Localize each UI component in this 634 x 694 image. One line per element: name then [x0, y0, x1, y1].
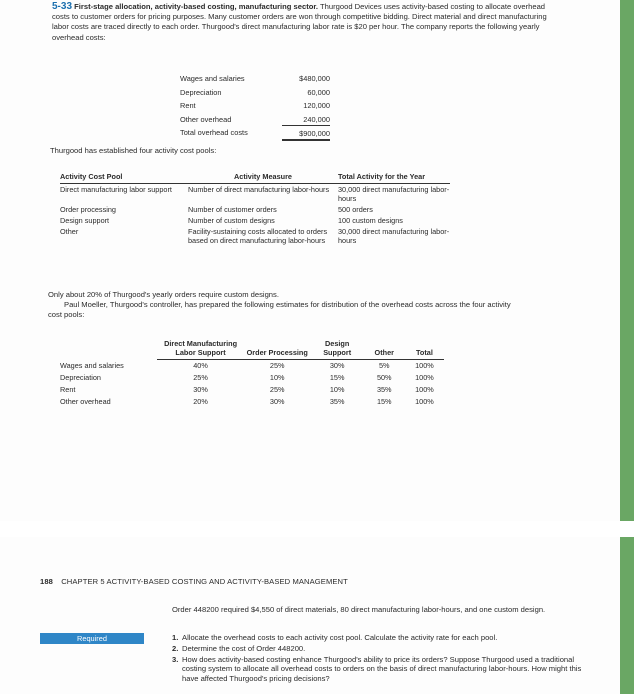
requirements-list [172, 633, 590, 685]
table-row: Direct manufacturing labor support Number of direct manufacturing labor-hours 30,000 direct manufacturing labor-hours [60, 185, 450, 203]
table-row: Design support Number of custom designs 100 custom designs [60, 216, 403, 225]
table-row: Other overhead 20% 30% 35% 15% 100% [60, 397, 434, 406]
required-label: Required [40, 633, 144, 644]
list-item: 1. Allocate the overhead costs to each activity cost pool. Calculate the activity rate for each pool. [172, 633, 498, 642]
cost-total-row: Total overhead costs $900,000 [180, 126, 330, 140]
list-item: 2. Determine the cost of Order 448200. [172, 643, 306, 653]
table-row: Other Facility-sustaining costs allocated to orders based on direct manufacturing labor-hours 30,000 direct manufacturing labor-hours [60, 227, 450, 245]
table-row: Depreciation 25% 10% 15% 50% 100% [60, 373, 434, 382]
problem-body: Thurgood Devices uses activity-based costing to allocate overhead costs to customer orders for pricing purposes. Many customer orders are won through competitive bidding. Direct material and direct manufacturing labor costs are traced directly to each order. Thurgood's direct manufacturing labor rate is $20 per hour. The company reports the following yearly overhead costs: [52, 2, 547, 42]
problem-title: First-stage allocation, activity-based costing, manufacturing sector. [74, 2, 319, 11]
chapter-header [40, 577, 348, 586]
page-gap [0, 521, 634, 537]
distribution-table [60, 338, 444, 408]
chapter-title: CHAPTER 5 ACTIVITY-BASED COSTING AND ACTIVITY-BASED MANAGEMENT [61, 577, 348, 586]
cost-row: Rent 120,000 [180, 101, 330, 111]
table-row: Order processing Number of customer orders 500 orders [60, 205, 373, 214]
order-description: Order 448200 required $4,550 of direct materials, 80 direct manufacturing labor-hours, and one custom design. [172, 605, 546, 614]
pools-intro: Thurgood has established four activity cost pools: [50, 146, 217, 155]
table-header-row: Direct Manufacturing Labor Support Order Processing Design Support Other Total [60, 338, 444, 360]
textbook-page-bottom [0, 537, 620, 694]
table-header-row: Activity Cost Pool Activity Measure Total Activity for the Year [60, 170, 450, 184]
table-row: Rent 30% 25% 10% 35% 100% [60, 385, 434, 394]
problem-statement [52, 2, 556, 43]
overhead-costs-list [180, 72, 330, 140]
cost-row: Other overhead 240,000 [180, 113, 330, 127]
page-number: 188 [40, 577, 53, 586]
table-row: Wages and salaries 40% 25% 30% 5% 100% [60, 360, 434, 370]
list-item: 3. How does activity-based costing enhance Thurgood's ability to price its orders? Suppose Thurgood used a traditional costing system to allocate all overhead costs to orders on the basis of direct manufacturing labor-hours. How might this have affected Thurgood's pricing decisions? [172, 654, 582, 684]
problem-number: 5-33 [52, 1, 73, 12]
activity-pools-table [60, 170, 450, 246]
cost-row: Wages and salaries $480,000 [180, 74, 330, 83]
cost-row: Depreciation 60,000 [180, 87, 330, 97]
distribution-intro: Only about 20% of Thurgood's yearly orders require custom designs. Paul Moeller, Thurgood's controller, has prepared the following estimates for distribution of the overhead costs across the four activity cost pools: [48, 290, 511, 319]
